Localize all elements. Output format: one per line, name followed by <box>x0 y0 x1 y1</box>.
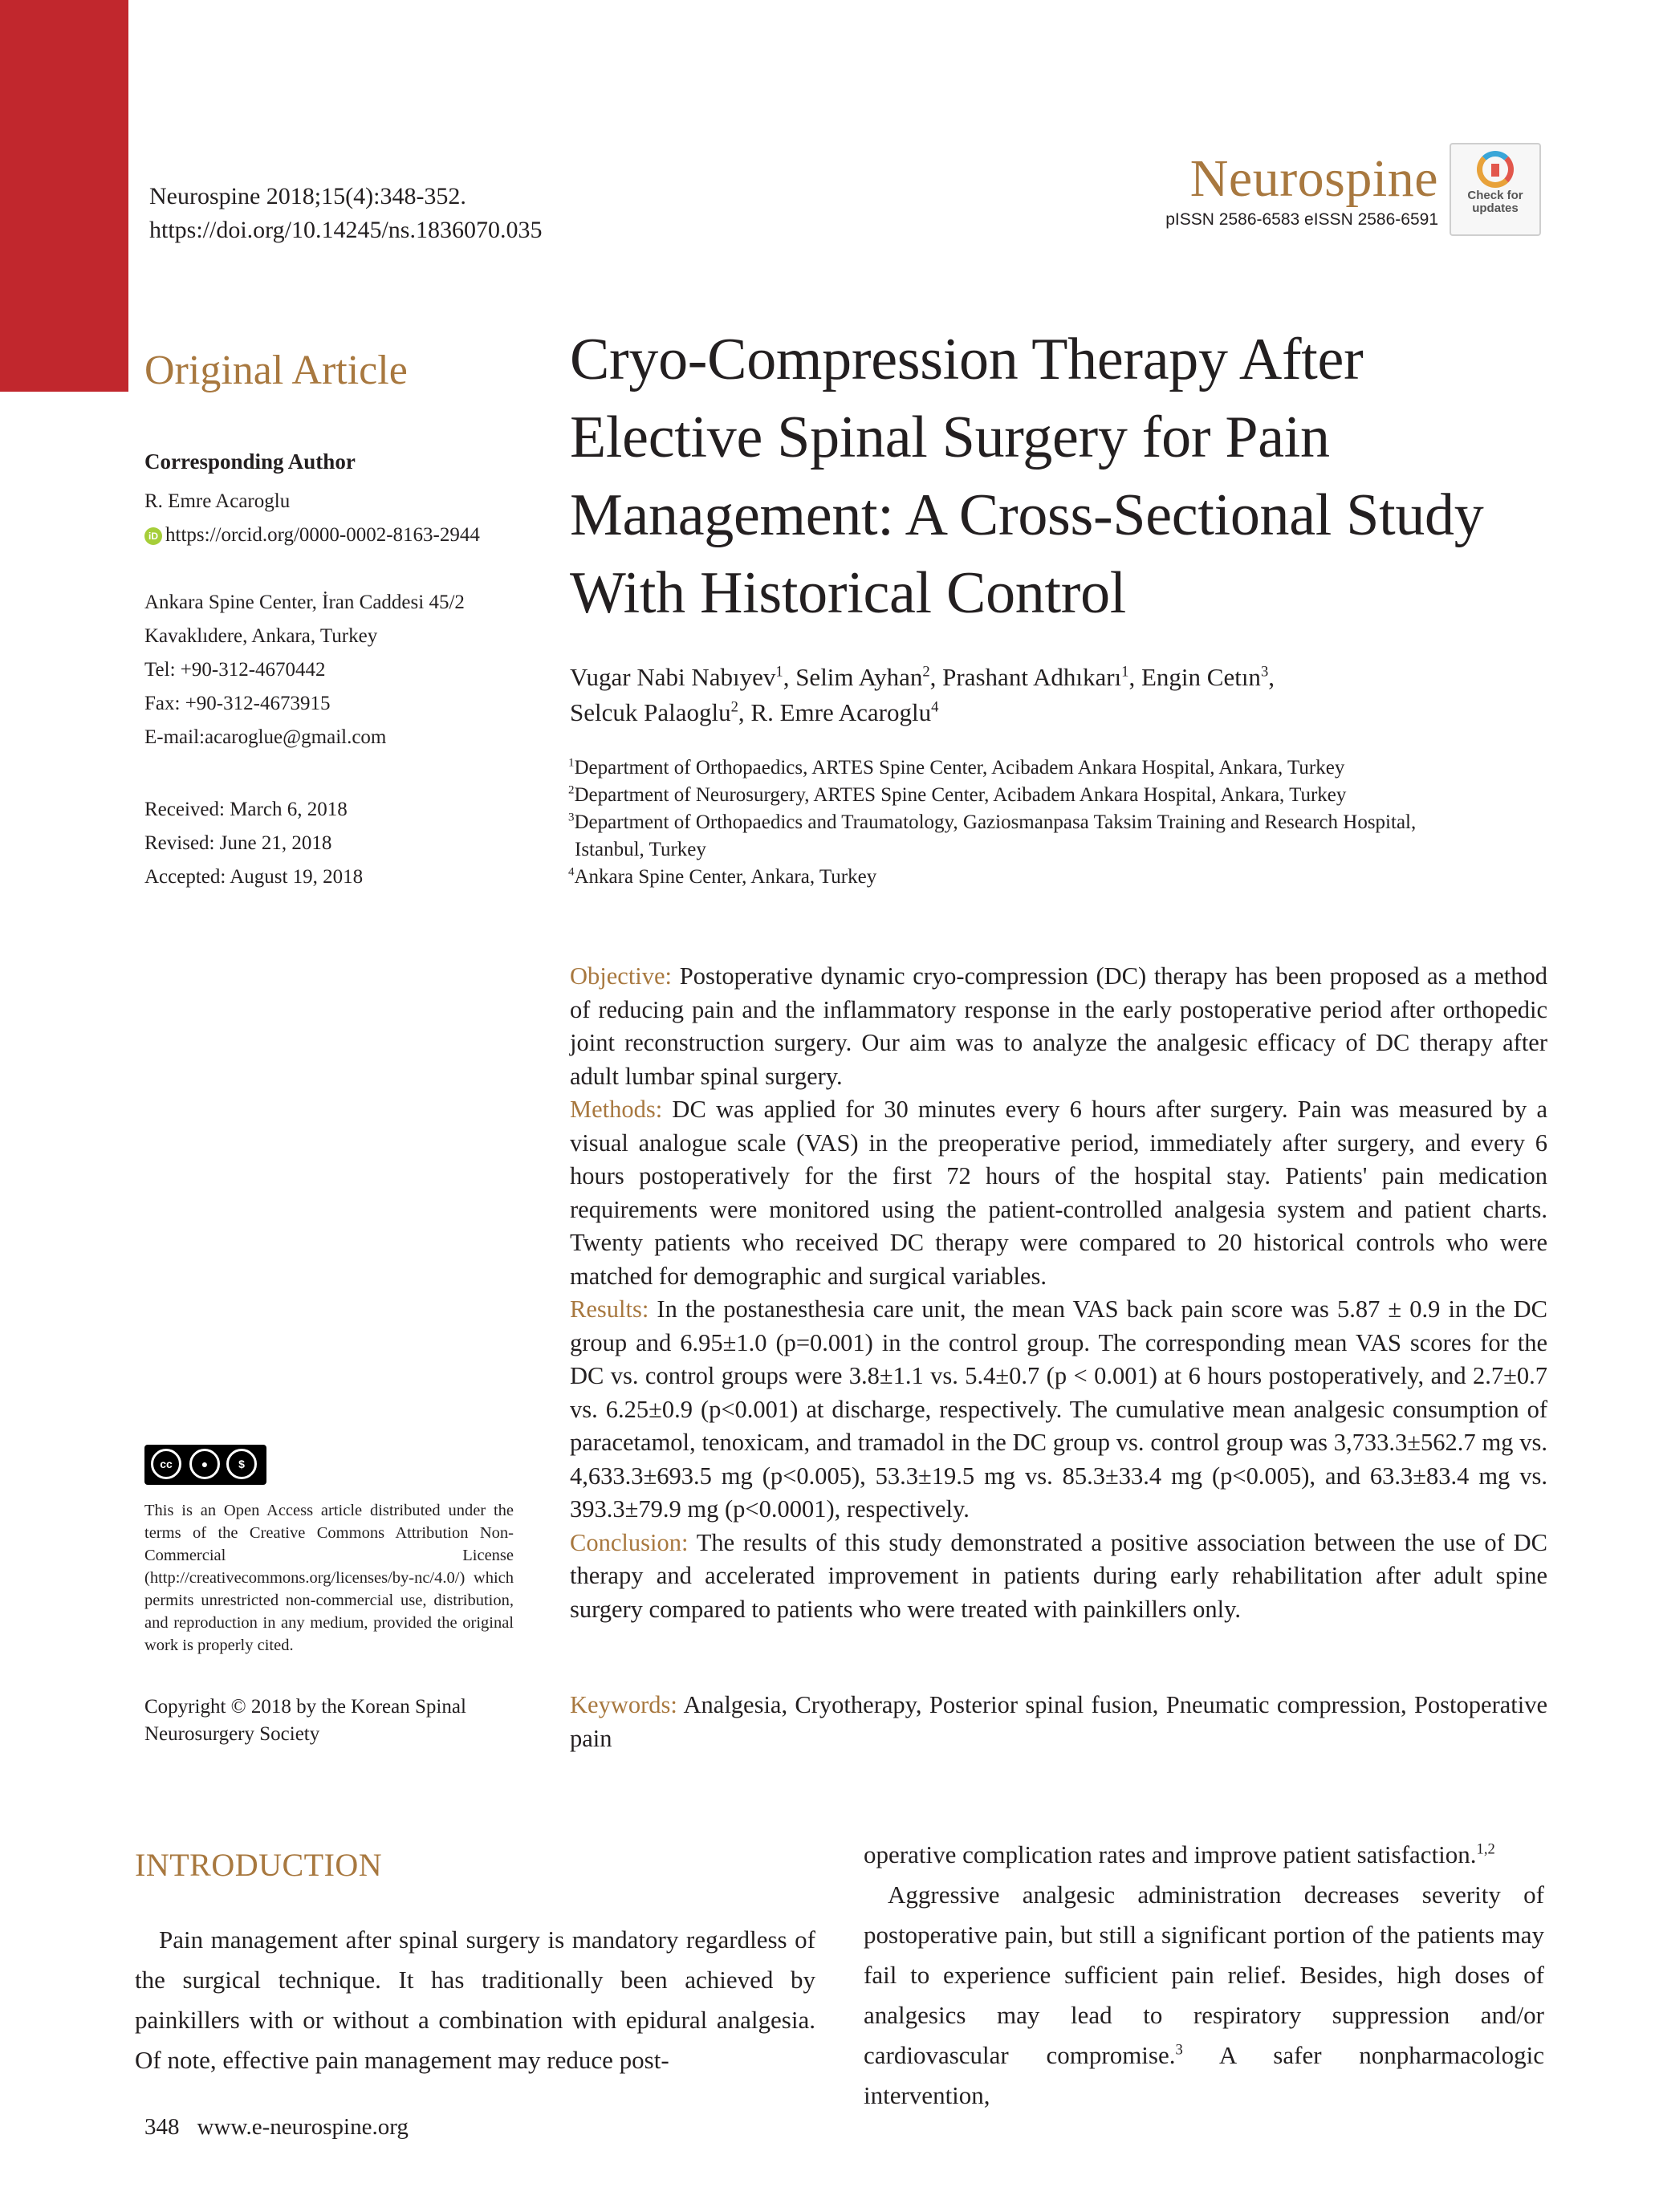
page-number: 348 <box>144 2114 180 2140</box>
by-icon: ● <box>189 1449 220 1479</box>
paragraph-text: Aggressive analgesic administration decreases severity of postoperative pain, but still a significant portion of the patients may fail to experience sufficient pain relief. Besides, high doses of analgesics may lead to respiratory suppression and/or cardiovascular compromise. <box>864 1881 1544 2069</box>
keywords <box>570 1689 1547 1755</box>
affiliation-item <box>568 754 1563 782</box>
dates-block <box>144 793 522 894</box>
issn-line: pISSN 2586-6583 eISSN 2586-6591 <box>1165 210 1438 229</box>
copyright <box>144 1694 522 1748</box>
check-for-updates-icon[interactable] <box>1450 143 1541 236</box>
paragraph <box>864 1835 1544 1875</box>
body-column-left <box>135 1920 815 2080</box>
affiliation-item <box>568 782 1563 809</box>
orcid-icon: iD <box>144 527 162 545</box>
author-list: Vugar Nabi Nabıyev$^1$, Selim Ayhan$^2$, Prashant Adhıkarı$^1$, Engin Cetın$^3$, Selcuk Palaoglu$^2$, R. Emre Acaroglu$^4$ <box>570 663 1275 726</box>
article-type: Original Article <box>144 348 408 393</box>
citation-sup: 3 <box>1175 2041 1183 2059</box>
journal-logo: Neurospine <box>1189 149 1438 208</box>
abstract-methods <box>570 1093 1547 1293</box>
affil-text: Ankara Spine Center, Ankara, Turkey <box>574 866 877 888</box>
cc-icon: cc <box>151 1449 181 1479</box>
creative-commons-by-nc-icon[interactable] <box>144 1445 266 1485</box>
paragraph-text: operative complication rates and improve patient satisfaction. <box>864 1840 1477 1868</box>
copyright-line-2: Neurosurgery Society <box>144 1723 320 1745</box>
article-title: Cryo-Compression Therapy After Elective Spinal Surgery for Pain Management: A Cross-Sectional Study With Historical Control <box>570 327 1484 626</box>
author: , Engin Cetın <box>1128 663 1261 691</box>
address-line-2: Kavaklıdere, Ankara, Turkey <box>144 625 378 647</box>
author-affil-sup: 1 <box>775 663 783 681</box>
conclusion-label: Conclusion: <box>570 1528 689 1556</box>
author-affil-sup: 2 <box>730 698 738 716</box>
affil-text: Istanbul, Turkey <box>575 839 706 860</box>
affiliation-item <box>568 809 1563 836</box>
author: Selcuk Palaoglu <box>570 698 731 726</box>
author-affil-sup: 3 <box>1260 663 1269 681</box>
objective-text: Postoperative dynamic cryo-compression (DC) therapy has been proposed as a method of reducing pain and the inflammatory response in the early postoperative period after orthopedic joint reconstruction surgery. Our aim was to analyze the analgesic efficacy of DC therapy after adult lumbar spinal surgery. <box>570 962 1548 1090</box>
author-affil-sup: 1 <box>1121 663 1129 681</box>
citation-sup: 1,2 <box>1476 1840 1495 1858</box>
affil-text: Department of Orthopaedics, ARTES Spine Center, Acibadem Ankara Hospital, Ankara, Turkey <box>574 757 1345 779</box>
corresponding-author-label: Corresponding Author <box>144 449 356 474</box>
author: , R. Emre Acaroglu <box>738 698 932 726</box>
section-heading-introduction: INTRODUCTION <box>135 1847 383 1883</box>
crossmark-ring <box>1477 151 1514 188</box>
conclusion-text: The results of this study demonstrated a positive association between the use of DC therapy and accelerated improvement in patients during early rehabilitation after adult spine surgery compared to patients who were treated with painkillers only. <box>570 1528 1548 1623</box>
author: , Selim Ayhan <box>783 663 923 691</box>
check-updates-line2: updates <box>1472 201 1519 215</box>
nc-icon: $ <box>226 1449 257 1479</box>
address-line-1: Ankara Spine Center, İran Caddesi 45/2 <box>144 592 465 613</box>
received-date: Received: March 6, 2018 <box>144 799 348 820</box>
email-line[interactable]: E-mail:acaroglue@gmail.com <box>144 726 387 748</box>
abstract-results <box>570 1293 1547 1527</box>
journal-citation: Neurospine 2018;15(4):348-352. <box>149 183 466 209</box>
affil-num: 1 <box>568 756 575 770</box>
affil-text: Department of Neurosurgery, ARTES Spine Center, Acibadem Ankara Hospital, Ankara, Turkey <box>574 784 1347 806</box>
keywords-text: Analgesia, Cryotherapy, Posterior spinal fusion, Pneumatic compression, Postoperative pain <box>570 1691 1547 1752</box>
copyright-line-1: Copyright © 2018 by the Korean Spinal <box>144 1696 466 1718</box>
affiliation-item <box>568 836 1563 864</box>
affil-num: 2 <box>568 783 575 797</box>
abstract <box>570 960 1547 1626</box>
page-footer <box>144 2114 409 2141</box>
journal-website[interactable]: www.e-neurospine.org <box>197 2114 409 2140</box>
results-text: In the postanesthesia care unit, the mean VAS back pain score was 5.87 ± 0.9 in the DC group and 6.95±1.0 (p=0.001) in the control group. The corresponding mean VAS scores for the DC vs. control groups were 3.8±1.1 vs. 5.4±0.7 (p < 0.001) at 6 hours postoperatively, and 2.7±0.7 vs. 6.25±0.9 (p<0.001) at discharge, respectively. The cumulative mean analgesic consumption of paracetamol, tenoxicam, and tramadol in the DC group vs. control group was 3,733.3±562.7 mg vs. 4,633.3±693.5 mg (p<0.005), 53.3±19.5 mg vs. 85.3±33.4 mg (p<0.005), and 63.3±83.4 mg vs. 393.3±79.9 mg (p<0.0001), respectively. <box>570 1295 1548 1523</box>
corresponding-author-block <box>144 485 522 552</box>
abstract-conclusion <box>570 1527 1547 1627</box>
paragraph <box>864 1875 1544 2116</box>
red-margin-bar <box>0 0 128 392</box>
author-affil-sup: 2 <box>922 663 930 681</box>
author: , Prashant Adhıkarı <box>929 663 1122 691</box>
orcid-link[interactable]: https://orcid.org/0000-0002-8163-2944 <box>165 524 480 546</box>
keywords-label: Keywords: <box>570 1691 677 1718</box>
revised-date: Revised: June 21, 2018 <box>144 832 332 854</box>
affil-num: 4 <box>568 865 575 879</box>
abstract-objective <box>570 960 1547 1093</box>
affiliation-item <box>568 864 1563 891</box>
license-text: This is an Open Access article distributed under the terms of the Creative Commons Attribution Non-Commercial License (http://creativecommons.org/licenses/by-nc/4.0/) which permits unrestricted non-commercial use, distribution, and reproduction in any medium, provided the original work is properly cited. <box>144 1502 514 1654</box>
journal-brand <box>1165 149 1438 230</box>
contact-block <box>144 586 522 754</box>
results-label: Results: <box>570 1295 649 1323</box>
paragraph: Pain management after spinal surgery is mandatory regardless of the surgical technique. It has traditionally been achieved by painkillers with or without a combination with epidural analgesia. Of note, effective pain management may reduce post- <box>135 1925 815 2074</box>
methods-label: Methods: <box>570 1096 663 1123</box>
author-affil-sup: 4 <box>931 698 939 716</box>
objective-label: Objective: <box>570 962 673 990</box>
paragraph-text: A safer nonpharmacologic intervention, <box>864 2041 1544 2109</box>
affil-num: 3 <box>568 811 575 824</box>
citation-block <box>149 180 542 247</box>
check-updates-line1: Check for <box>1467 189 1523 202</box>
accepted-date: Accepted: August 19, 2018 <box>144 866 364 888</box>
orcid-line[interactable] <box>144 518 522 552</box>
affiliations <box>568 754 1563 891</box>
affil-text: Department of Orthopaedics and Traumatology, Gaziosmanpasa Taksim Training and Research Hospital, <box>574 811 1417 833</box>
doi-link[interactable]: https://doi.org/10.14245/ns.1836070.035 <box>149 217 543 243</box>
author: Vugar Nabi Nabıyev <box>570 663 776 691</box>
tel-line: Tel: +90-312-4670442 <box>144 659 326 681</box>
fax-line: Fax: +90-312-4673915 <box>144 693 331 714</box>
author-name: R. Emre Acaroglu <box>144 490 291 512</box>
body-column-right <box>864 1835 1544 2116</box>
methods-text: DC was applied for 30 minutes every 6 hours after surgery. Pain was measured by a visual analogue scale (VAS) in the preoperative period, immediately after surgery, and every 6 hours postoperatively for the first 72 hours of the hospital stay. Patients' pain medication requirements were monitored using the patient-controlled analgesia system and patient charts. Twenty patients who received DC therapy were compared to 20 historical controls who were matched for demographic and surgical variables. <box>570 1096 1547 1290</box>
